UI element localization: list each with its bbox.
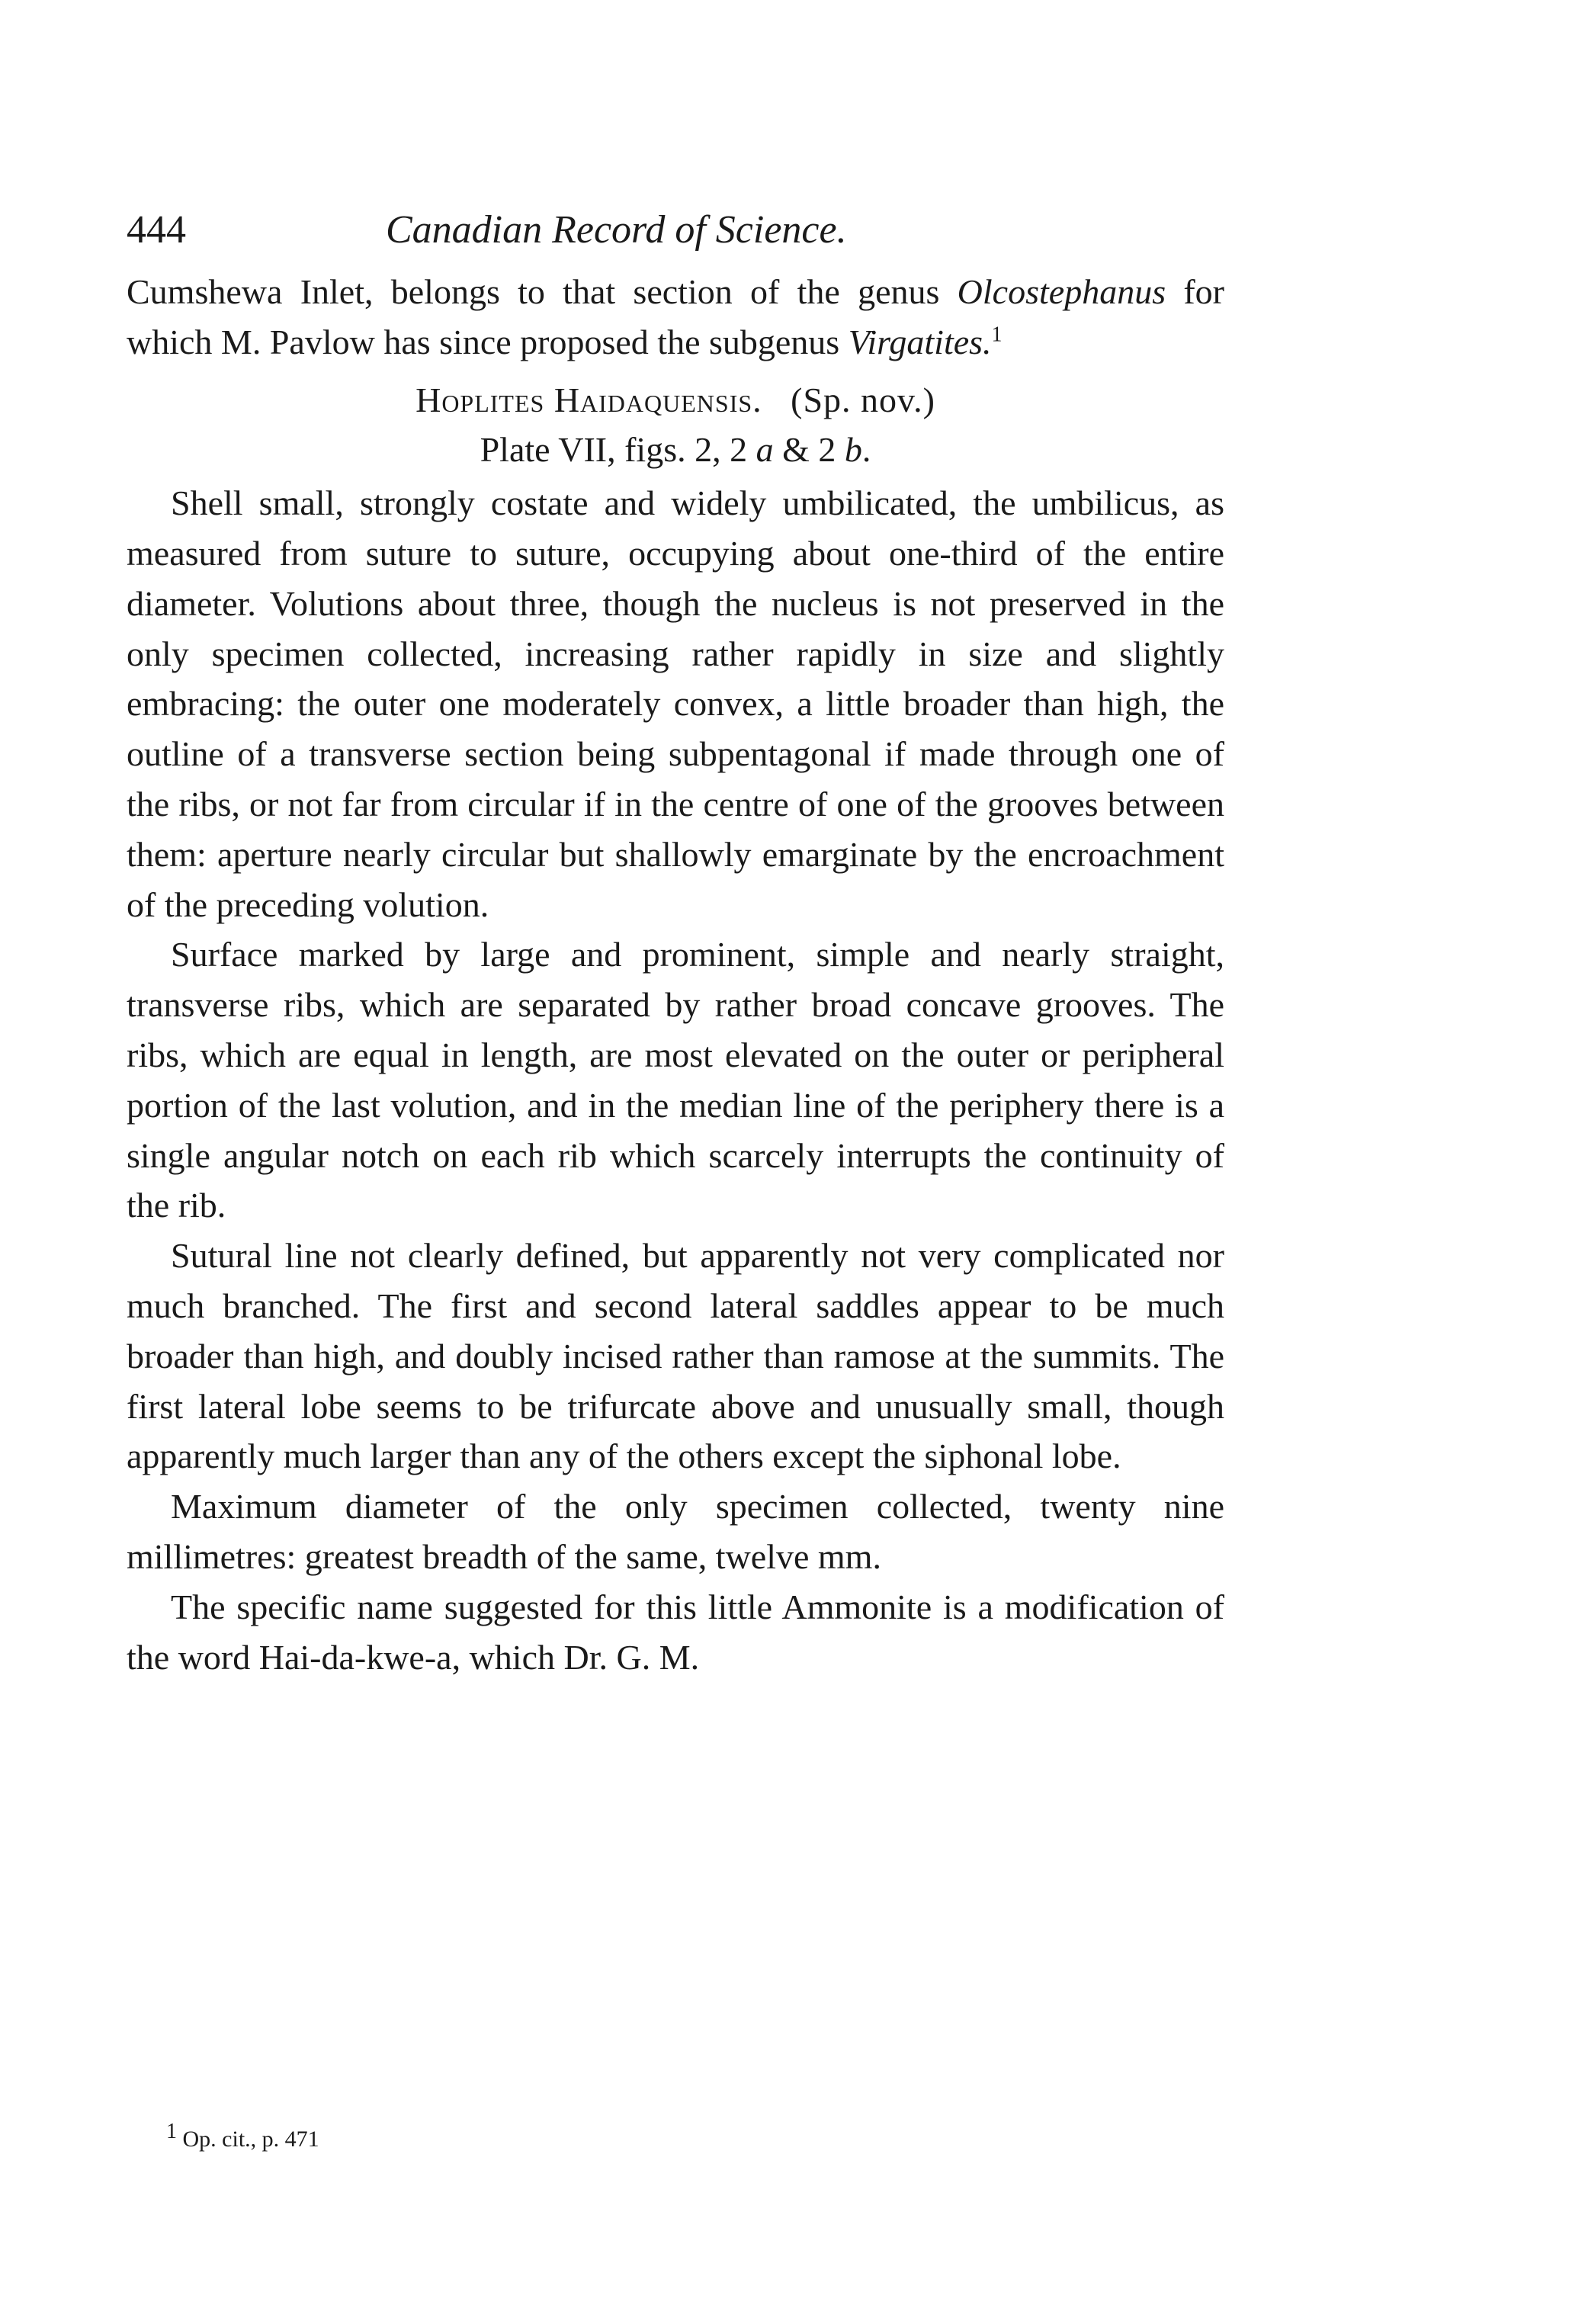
page-number: 444 (127, 208, 186, 252)
paragraph-surface: Surface marked by large and prominent, simple and nearly straight, transverse ribs, which are separated by rather broad concave grooves. The ribs, which are equal in length, are most elevated on the outer or peripheral portion of the last volution, and in the median line of the periphery there is a single angular notch on each rib which scarcely interrupts the continuity of the rib. (127, 935, 1224, 1225)
running-title: Canadian Record of Science. (386, 208, 847, 252)
paragraph-dimensions: Maximum diameter of the only specimen collected, twenty nine millimetres: greatest breadth of the same, twelve mm. (127, 1487, 1224, 1576)
subgenus-name: Virgatites. (848, 322, 992, 361)
text-span: for which M. Pavlow has since proposed the subgenus (127, 272, 1225, 361)
text-span: Cumshewa Inlet, belongs to that section of the genus (127, 272, 958, 311)
paragraph-etymology: The specific name suggested for this little Ammonite is a modification of the word Hai-da-kwe-a, which Dr. G. M. (127, 1587, 1224, 1677)
footnote-reference: 1 (991, 323, 1003, 347)
footnote (166, 2120, 319, 2155)
paragraph-shell: Shell small, strongly costate and widely umbilicated, the umbilicus, as measured from suture to suture, occupying about one-third of the entire diameter. Volutions about three, though the nucleus is not preserved in the only specimen collected, increasing rather rapidly in size and slightly embracing: the outer one moderately convex, a little broader than high, the outline of a transverse section being subpentagonal if made through one of the ribs, or not far from circular if in the centre of one of the grooves between them: aperture nearly circular but shallowly emarginate by the encroachment of the preceding volution. (127, 483, 1224, 924)
paragraph-continuation (127, 267, 1224, 368)
species-name: Hoplites Haidaquensis. (415, 380, 762, 419)
page-header (127, 200, 1224, 261)
genus-name: Olcostephanus (957, 272, 1166, 311)
species-heading (127, 375, 1224, 425)
plate-reference: Plate VII, figs. 2, 2 a & 2 b. (480, 430, 871, 470)
footnote-text: Op. cit., p. 471 (177, 2127, 319, 2152)
footnote-marker: 1 (166, 2120, 177, 2143)
body-text (127, 267, 1224, 1682)
species-qualifier: (Sp. nov.) (791, 380, 935, 419)
paragraph-sutural-line: Sutural line not clearly defined, but apparently not very complicated nor much branched. The first and second lateral saddles appear to be much broader than high, and doubly incised rather than ramose at the summits. The first lateral lobe seems to be trifurcate above and unusually small, though apparently much larger than any of the others except the siphonal lobe. (127, 1236, 1224, 1476)
